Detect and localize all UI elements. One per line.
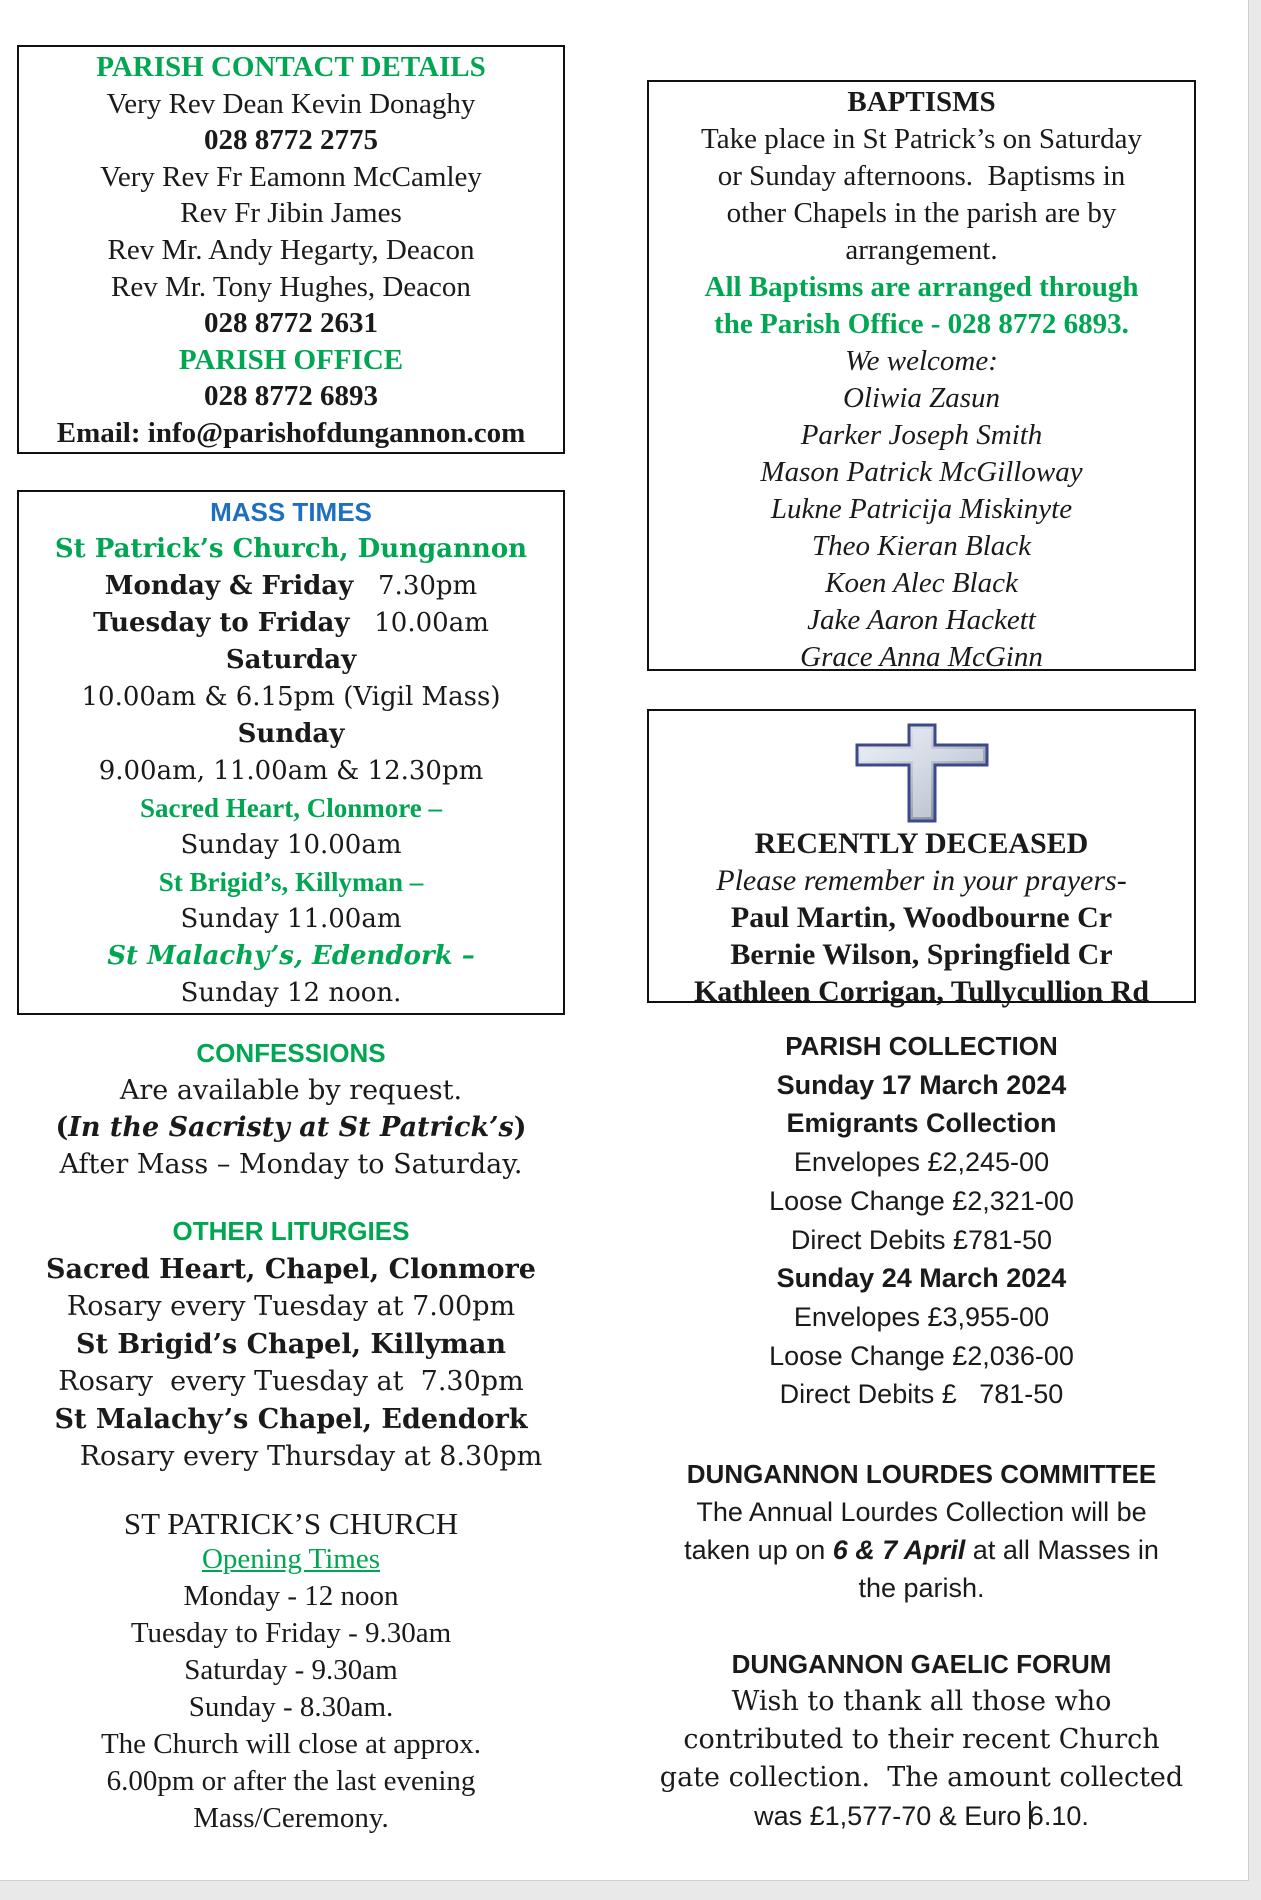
collection-amount: Direct Debits £ 781-50: [779, 1379, 1064, 1410]
contact-phone: 028 8772 2775: [204, 124, 378, 157]
deceased-subtitle: Please remember in your prayers-: [716, 864, 1127, 897]
opening-times-heading: Opening Times: [201, 1543, 381, 1575]
deceased-name: Bernie Wilson, Springfield Cr: [730, 938, 1113, 971]
chapel-time: Sunday 10.00am: [180, 830, 402, 860]
deceased-name: Paul Martin, Woodbourne Cr: [730, 901, 1113, 934]
opening-line: The Church will close at approx.: [100, 1728, 482, 1760]
gaelic-title: DUNGANNON GAELIC FORUM: [731, 1649, 1112, 1679]
liturgy-place: St Brigid’s Chapel, Killyman: [75, 1328, 507, 1360]
baptisms-intro: Take place in St Patrick’s on Saturday: [701, 123, 1142, 155]
collection-special: Emigrants Collection: [786, 1108, 1057, 1139]
gaelic-amount: was £1,577-70 & Euro: [754, 1801, 1029, 1831]
mass-time: 10.00am: [374, 608, 489, 638]
other-liturgies-section: [17, 1213, 565, 1476]
opening-line: Monday - 12 noon: [183, 1580, 399, 1612]
baptism-name: Theo Kieran Black: [811, 530, 1032, 562]
liturgy-time: Rosary every Tuesday at 7.30pm: [58, 1366, 524, 1397]
church-title: ST PATRICK’S CHURCH: [123, 1506, 459, 1541]
baptisms-welcome: We welcome:: [845, 345, 998, 377]
contact-line: Rev Mr. Andy Hegarty, Deacon: [107, 233, 475, 266]
chapel-name: St Brigid’s, Killyman –: [158, 867, 424, 897]
contact-line: Very Rev Fr Eamonn McCamley: [100, 160, 482, 193]
baptism-name: Grace Anna McGinn: [800, 641, 1043, 673]
mass-title: MASS TIMES: [210, 497, 372, 527]
lourdes-line: the parish.: [858, 1573, 985, 1603]
baptism-name: Jake Aaron Hackett: [807, 604, 1036, 636]
confessions-section: [17, 1035, 565, 1183]
gaelic-euro: 6.10.: [1028, 1801, 1089, 1831]
lourdes-text: taken up on: [684, 1535, 833, 1565]
collection-amount: Direct Debits £781-50: [790, 1224, 1053, 1255]
lourdes-line: The Annual Lourdes Collection will be: [696, 1497, 1147, 1527]
confessions-line: After Mass – Monday to Saturday.: [59, 1149, 523, 1180]
collection-date: Sunday 24 March 2024: [776, 1263, 1067, 1294]
mass-time: 10.00am & 6.15pm (Vigil Mass): [81, 682, 501, 712]
liturgies-title: OTHER LITURGIES: [172, 1216, 410, 1246]
lourdes-title: DUNGANNON LOURDES COMMITTEE: [686, 1459, 1157, 1489]
baptisms-notice: the Parish Office - 028 8772 6893.: [714, 308, 1129, 340]
mass-day: Sunday: [237, 719, 345, 749]
lourdes-text: at all Masses in: [965, 1535, 1159, 1565]
baptisms-intro: arrangement.: [845, 234, 998, 266]
confessions-title: CONFESSIONS: [196, 1038, 386, 1068]
opening-line: 6.00pm or after the last evening: [106, 1765, 476, 1797]
mass-time: 9.00am, 11.00am & 12.30pm: [98, 756, 484, 786]
collection-amount: Envelopes £3,955-00: [793, 1301, 1050, 1332]
opening-line: Sunday - 8.30am.: [188, 1691, 394, 1723]
contact-title: PARISH CONTACT DETAILS: [96, 51, 486, 83]
baptisms-box: [647, 80, 1196, 671]
baptisms-intro: or Sunday afternoons. Baptisms in: [717, 160, 1126, 192]
baptism-name: Mason Patrick McGilloway: [760, 456, 1083, 488]
chapel-name: Sacred Heart, Clonmore –: [140, 793, 442, 823]
contact-line: Rev Fr Jibin James: [180, 197, 402, 230]
baptism-name: Parker Joseph Smith: [800, 419, 1043, 451]
collection-amount: Loose Change £2,036-00: [769, 1340, 1074, 1371]
liturgy-place: St Malachy’s Chapel, Edendork: [54, 1403, 528, 1435]
mass-day: Tuesday to Friday: [93, 608, 350, 638]
confessions-location: [17, 1109, 565, 1146]
deceased-name: Kathleen Corrigan, Tullycullion Rd: [693, 975, 1150, 1008]
chapel-time: Sunday 12 noon.: [180, 978, 402, 1008]
parish-collection-section: [647, 1027, 1196, 1414]
collection-amount: Envelopes £2,245-00: [793, 1147, 1050, 1178]
paren-open: (: [55, 1112, 69, 1143]
baptism-name: Oliwia Zasun: [842, 382, 1001, 414]
liturgy-place: Sacred Heart, Chapel, Clonmore: [46, 1253, 536, 1285]
chapel-time: Sunday 11.00am: [180, 904, 402, 934]
baptism-name: Lukne Patricija Miskinyte: [770, 493, 1073, 525]
gaelic-line: [647, 1797, 1196, 1835]
gaelic-line: Wish to thank all those who: [731, 1686, 1112, 1717]
deceased-title: RECENTLY DECEASED: [754, 827, 1089, 860]
opening-line: Mass/Ceremony.: [193, 1802, 389, 1834]
collection-date: Sunday 17 March 2024: [776, 1069, 1067, 1100]
baptisms-notice: All Baptisms are arranged through: [704, 271, 1139, 303]
gaelic-line: contributed to their recent Church: [683, 1724, 1160, 1755]
church-opening-section: [17, 1505, 565, 1837]
gaelic-line: gate collection. The amount collected: [659, 1762, 1184, 1793]
contact-phone: 028 8772 2631: [204, 307, 378, 340]
recently-deceased-box: [647, 709, 1196, 1008]
mass-day: Monday & Friday: [104, 571, 354, 601]
opening-line: Saturday - 9.30am: [184, 1654, 398, 1686]
contact-line: Very Rev Dean Kevin Donaghy: [106, 87, 476, 120]
mass-row: [19, 568, 563, 605]
mass-church: St Patrick’s Church, Dungannon: [54, 534, 528, 564]
lourdes-dates: 6 & 7 April: [832, 1535, 966, 1565]
mass-day: Saturday: [225, 645, 357, 675]
parish-contact-box: [17, 45, 565, 454]
sacristy-text: In the Sacristy at St Patrick’s: [68, 1112, 514, 1143]
lourdes-line: [647, 1531, 1196, 1569]
cross-icon: [847, 723, 997, 823]
baptism-name: Koen Alec Black: [825, 567, 1018, 599]
collection-title: PARISH COLLECTION: [785, 1031, 1058, 1061]
baptisms-title: BAPTISMS: [847, 86, 996, 118]
chapel-name: St Malachy’s, Edendork –: [107, 941, 475, 971]
contact-line: Rev Mr. Tony Hughes, Deacon: [111, 270, 471, 303]
lourdes-committee-section: [647, 1455, 1196, 1607]
office-phone: 028 8772 6893: [204, 380, 378, 413]
baptisms-intro: other Chapels in the parish are by: [726, 197, 1117, 229]
opening-line: Tuesday to Friday - 9.30am: [130, 1617, 452, 1649]
mass-times-box: [17, 490, 565, 1015]
contact-email: Email: info@parishofdungannon.com: [56, 416, 526, 449]
mass-time: 7.30pm: [378, 571, 478, 601]
gaelic-forum-section: [647, 1645, 1196, 1835]
office-title: PARISH OFFICE: [178, 343, 404, 376]
liturgy-time: Rosary every Thursday at 8.30pm: [79, 1441, 543, 1472]
confessions-line: Are available by request.: [119, 1075, 463, 1106]
collection-amount: Loose Change £2,321-00: [769, 1185, 1074, 1216]
liturgy-time: Rosary every Tuesday at 7.00pm: [66, 1291, 516, 1322]
mass-row: [19, 605, 563, 642]
paren-close: ): [513, 1112, 527, 1143]
